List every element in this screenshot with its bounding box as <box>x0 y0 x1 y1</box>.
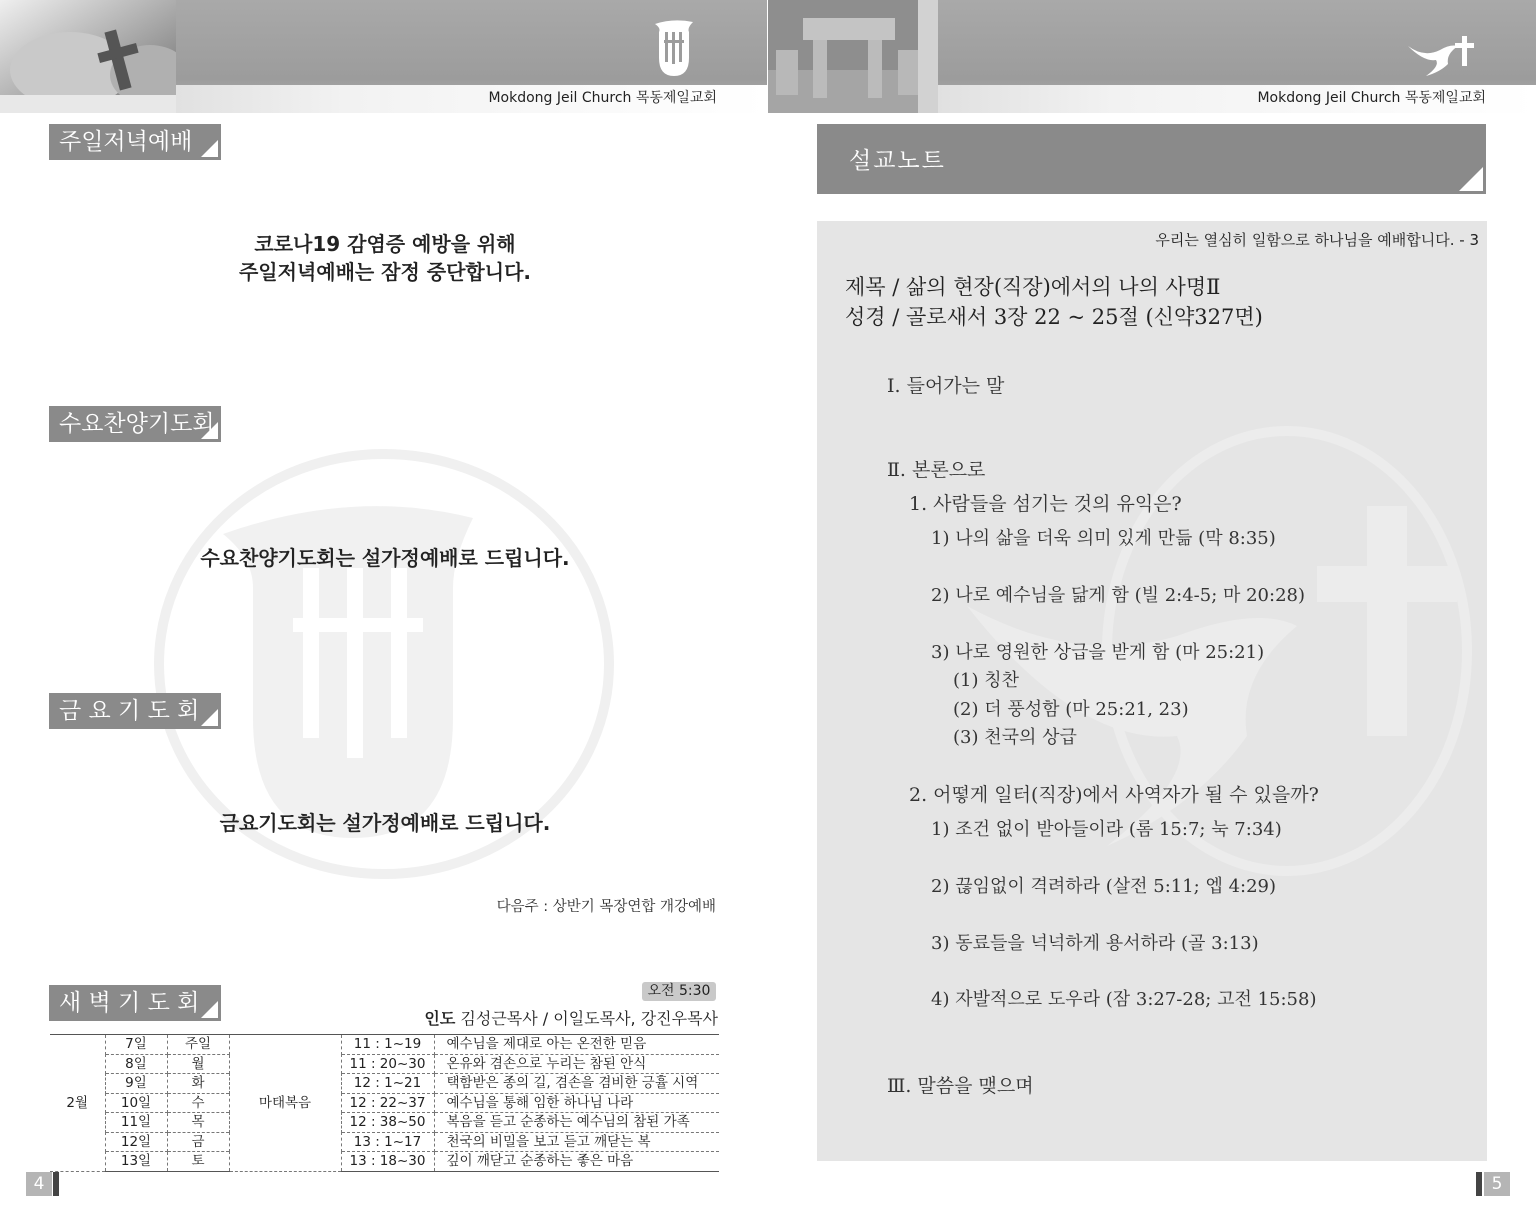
praying-hands-photo <box>0 0 176 113</box>
page-number-right: 5 <box>1484 1172 1510 1196</box>
series-title: 우리는 열심히 일함으로 하나님을 예배합니다. - 3 <box>1155 231 1479 249</box>
church-name-left: Mokdong Jeil Church 목동제일교회 <box>488 90 717 106</box>
leaders-line: 인도 김성근목사 / 이일도목사, 강진우목사 <box>424 1009 718 1028</box>
lyre-logo-icon <box>645 18 703 84</box>
table-row: 8일 월 11 : 20~30 온유와 겸손으로 누리는 참된 안식 <box>50 1054 719 1074</box>
outline-point-1-3c: (3) 천국의 상급 <box>953 727 1077 748</box>
outline-conclusion: Ⅲ. 말씀을 맺으며 <box>887 1075 1034 1097</box>
outline-point-1-2: 2) 나로 예수님을 닮게 함 (빌 2:4-5; 마 20:28) <box>931 585 1306 606</box>
wednesday-title: 수요찬양기도회 <box>49 406 221 442</box>
scripture-reference: 성경 / 골로새서 3장 22 ~ 25절 (신약327면) <box>845 305 1263 329</box>
sunday-evening-notice: 코로나19 감염증 예방을 위해 주일저녁예배는 잠정 중단합니다. <box>238 232 531 284</box>
wednesday-notice: 수요찬양기도회는 설가정예배로 드립니다. <box>200 546 570 570</box>
page-number-left-bar <box>53 1172 59 1196</box>
table-row: 11일 목 12 : 38~50 복음을 듣고 순종하는 예수님의 참된 가족 <box>50 1113 719 1133</box>
sermon-note-header <box>817 124 1486 194</box>
outline-point-2-4: 4) 자발적으로 도우라 (잠 3:27-28; 고전 15:58) <box>931 989 1317 1010</box>
month-cell: 2월 <box>50 1035 105 1172</box>
table-row: 9일 화 12 : 1~21 택함받은 종의 길, 겸손을 겸비한 긍휼 시역 <box>50 1074 719 1094</box>
left-header-band <box>0 0 767 113</box>
table-row: 13일 토 13 : 18~30 깊이 깨닫고 순종하는 좋은 마음 <box>50 1152 719 1172</box>
sermon-title: 제목 / 삶의 현장(직장)에서의 나의 사명Ⅱ <box>845 275 1221 299</box>
outline-point-1-3a: (1) 칭찬 <box>953 670 1019 691</box>
outline-intro: Ⅰ. 들어가는 말 <box>887 375 1005 397</box>
table-row: 10일 수 12 : 22~37 예수님을 통해 임한 하나님 나라 <box>50 1093 719 1113</box>
outline-point-1-3: 3) 나로 영원한 상급을 받게 함 (마 25:21) <box>931 642 1265 663</box>
dove-cross-logo-icon <box>1406 32 1478 82</box>
table-row: 12일 금 13 : 1~17 천국의 비밀을 보고 듣고 깨닫는 복 <box>50 1132 719 1152</box>
table-row: 2월 7일 주일 마태복음 11 : 1~19 예수님을 제대로 아는 온전한 믿음 <box>50 1035 719 1055</box>
friday-title: 금 요 기 도 회 <box>49 693 221 729</box>
outline-point-2-3: 3) 동료들을 넉넉하게 용서하라 (골 3:13) <box>931 933 1259 954</box>
sermon-note-title: 설교노트 <box>849 148 946 174</box>
outline-point-1-1: 1) 나의 삶을 더욱 의미 있게 만듦 (막 8:35) <box>931 528 1276 549</box>
outline-body: Ⅱ. 본론으로 <box>887 459 986 481</box>
outline-point-2-2: 2) 끊임없이 격려하라 (살전 5:11; 엡 4:29) <box>931 876 1277 897</box>
outline-point-2: 2. 어떻게 일터(직장)에서 사역자가 될 수 있을까? <box>909 784 1319 806</box>
sermon-note-box <box>817 221 1487 1161</box>
outline-point-1-3b: (2) 더 풍성함 (마 25:21, 23) <box>953 699 1189 720</box>
stone-table-photo <box>768 0 938 113</box>
page-number-left: 4 <box>26 1172 52 1196</box>
book-cell: 마태복음 <box>229 1035 341 1172</box>
time-badge: 오전 5:30 <box>642 982 716 1001</box>
outline-point-1: 1. 사람들을 섬기는 것의 유익은? <box>909 493 1182 515</box>
dawn-prayer-title: 새 벽 기 도 회 <box>49 985 221 1021</box>
friday-notice: 금요기도회는 설가정예배로 드립니다. <box>219 811 551 835</box>
dawn-prayer-table <box>50 1034 719 1172</box>
outline-point-2-1: 1) 조건 없이 받아들이라 (롬 15:7; 눅 7:34) <box>931 819 1282 840</box>
sunday-evening-title: 주일저녁예배 <box>49 124 221 160</box>
next-week-note: 다음주 : 상반기 목장연합 개강예배 <box>496 899 716 915</box>
page-number-right-bar <box>1476 1172 1482 1196</box>
right-header-band <box>768 0 1536 113</box>
church-name-right: Mokdong Jeil Church 목동제일교회 <box>1257 90 1486 106</box>
